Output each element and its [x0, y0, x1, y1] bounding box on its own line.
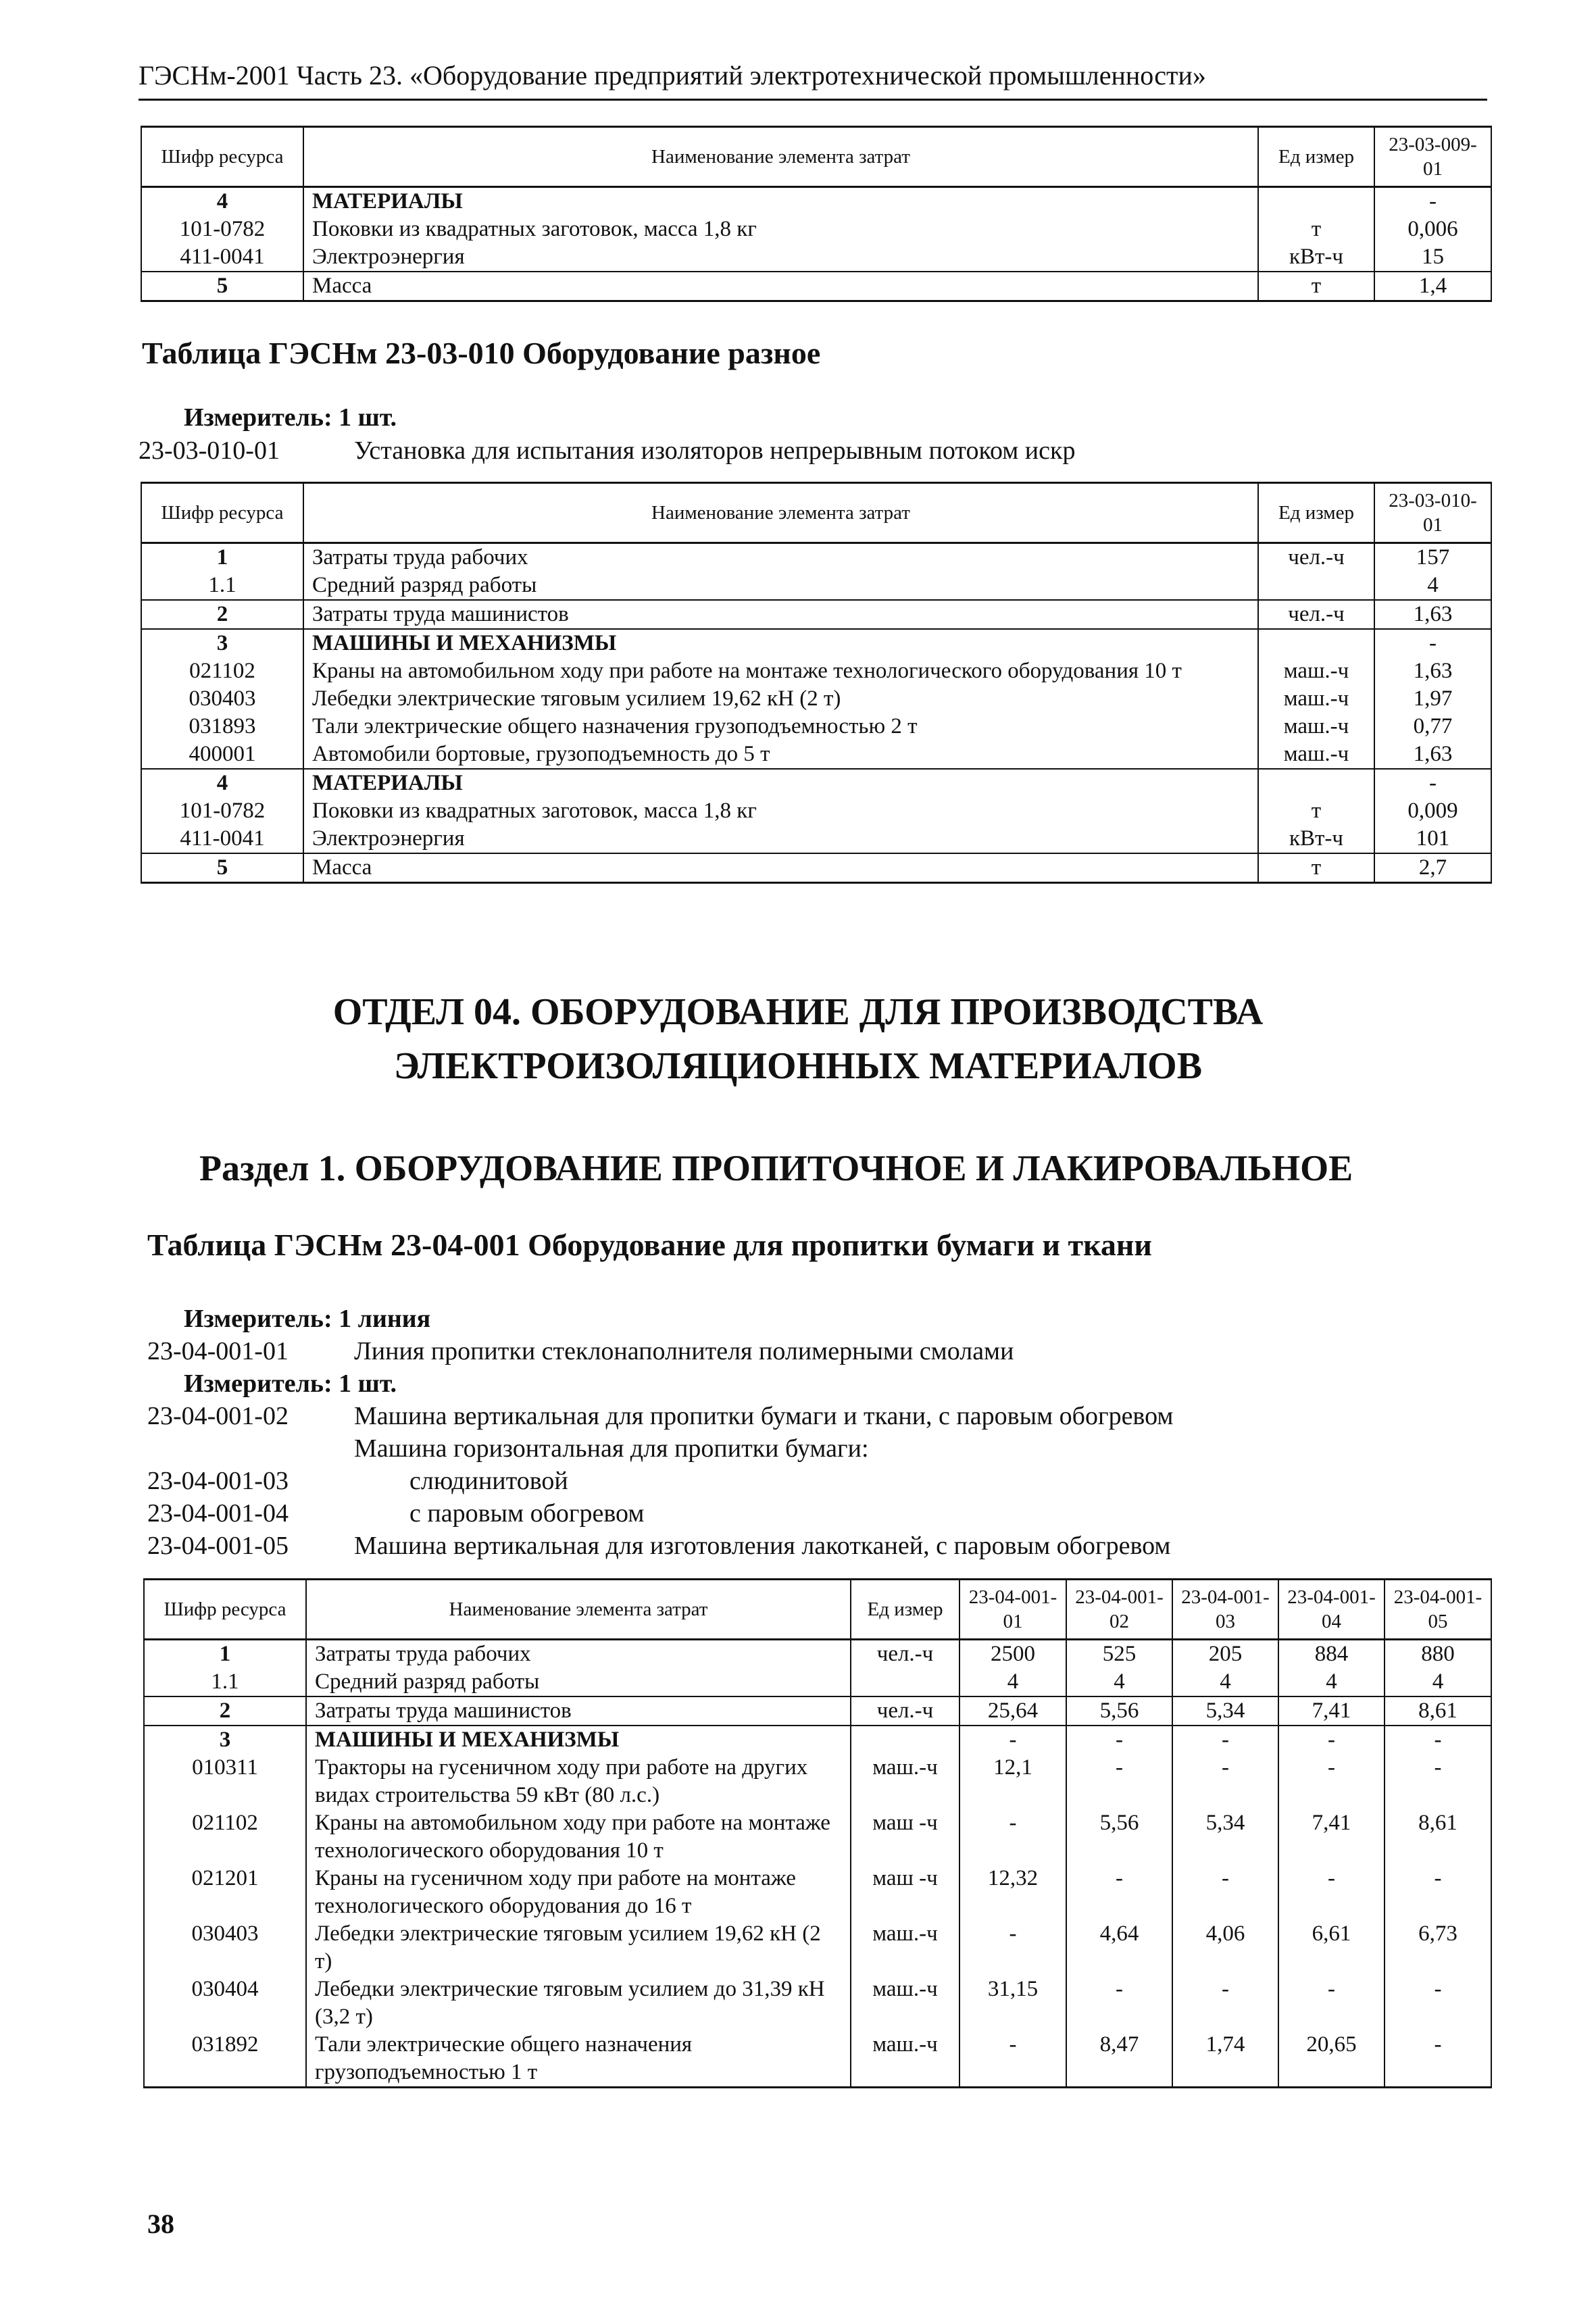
table-row: [141, 572, 1491, 600]
table-23-03-010: [141, 482, 1492, 884]
cell-name: МАШИНЫ И МЕХАНИЗМЫ: [306, 1726, 851, 1754]
cell-code: 5: [141, 272, 303, 301]
cell-name: Лебедки электрические тяговым усилием 19,62 кН (2 т): [303, 685, 1258, 713]
cell-code: 3: [141, 629, 303, 657]
cell-value: -: [1172, 1976, 1278, 2031]
cell-name: Поковки из квадратных заготовок, масса 1,8 кг: [303, 797, 1258, 825]
table-row: [144, 1865, 1491, 1920]
col-name-header: Наименование элемента затрат: [306, 1580, 851, 1640]
cell-code: 411-0041: [141, 243, 303, 272]
cell-unit: [1258, 629, 1374, 657]
cell-name: Затраты труда рабочих: [306, 1640, 851, 1669]
cell-unit: маш.-ч: [851, 1976, 959, 2031]
cell-value: -: [959, 1726, 1066, 1754]
cell-value: -: [1278, 1726, 1385, 1754]
cell-name: Лебедки электрические тяговым усилием 19,62 кН (2 т): [306, 1920, 851, 1976]
table-row: [141, 543, 1491, 572]
cell-code: 101-0782: [141, 216, 303, 243]
cell-value: 4: [1374, 572, 1491, 600]
cell-code: 021102: [141, 657, 303, 685]
cell-value: 25,64: [959, 1696, 1066, 1726]
col-norm-header: 23-03-009-01: [1374, 127, 1491, 187]
cell-code: 101-0782: [141, 797, 303, 825]
table-row: [141, 629, 1491, 657]
cell-unit: чел.-ч: [1258, 600, 1374, 629]
measure-value: 1 шт.: [339, 403, 397, 432]
table-row: [144, 1696, 1491, 1726]
cell-unit: [1258, 187, 1374, 216]
table-row: [144, 1668, 1491, 1696]
razdel-title: Раздел 1. ОБОРУДОВАНИЕ ПРОПИТОЧНОЕ И ЛАКИРОВАЛЬНОЕ: [199, 1148, 1353, 1188]
cell-value: -: [1066, 1865, 1172, 1920]
measure-label: Измеритель:: [184, 1369, 332, 1398]
table-row: [141, 187, 1491, 216]
col-norm-header: 23-04-001-02: [1066, 1580, 1172, 1640]
cell-value: -: [1385, 1754, 1491, 1809]
cell-value: 7,41: [1278, 1809, 1385, 1865]
cell-unit: [851, 1726, 959, 1754]
table-title-23-04-001: Таблица ГЭСНм 23-04-001 Оборудование для пропитки бумаги и ткани: [147, 1228, 1152, 1262]
cell-code: 2: [144, 1696, 306, 1726]
table-row: [141, 797, 1491, 825]
cell-name: Электроэнергия: [303, 825, 1258, 853]
cell-unit: кВт-ч: [1258, 825, 1374, 853]
norm-code: 23-03-010-01: [139, 436, 280, 465]
norm-subheading: Машина горизонтальная для пропитки бумаги:: [354, 1434, 869, 1463]
cell-value: 4,64: [1066, 1920, 1172, 1976]
col-code-header: Шифр ресурса: [141, 127, 303, 187]
section-title-line1: ОТДЕЛ 04. ОБОРУДОВАНИЕ ДЛЯ ПРОИЗВОДСТВА: [332, 991, 1264, 1033]
cell-value: -: [1066, 1754, 1172, 1809]
cell-value: 1,63: [1374, 657, 1491, 685]
table-row: [141, 825, 1491, 853]
cell-code: 2: [141, 600, 303, 629]
cell-code: 021201: [144, 1865, 306, 1920]
norm-code: 23-04-001-04: [147, 1499, 289, 1528]
cell-name: Средний разряд работы: [303, 572, 1258, 600]
table-row: [141, 740, 1491, 769]
col-unit-header: Ед измер: [1258, 483, 1374, 543]
table-row: [144, 1640, 1491, 1669]
cell-name: Краны на автомобильном ходу при работе на монтаже технологического оборудования 10 т: [306, 1809, 851, 1865]
table-row: [141, 600, 1491, 629]
cell-name: Затраты труда машинистов: [306, 1696, 851, 1726]
cell-value: 205: [1172, 1640, 1278, 1669]
table-header-row: [144, 1580, 1491, 1640]
cell-value: 4: [1385, 1668, 1491, 1696]
col-unit-header: Ед измер: [851, 1580, 959, 1640]
cell-unit: т: [1258, 272, 1374, 301]
cell-value: 7,41: [1278, 1696, 1385, 1726]
table-row: [144, 1809, 1491, 1865]
cell-value: -: [1374, 769, 1491, 797]
table-23-04-001: [143, 1578, 1492, 2088]
measure-line: [184, 1304, 430, 1334]
cell-value: 8,47: [1066, 2031, 1172, 2088]
cell-unit: маш.-ч: [1258, 685, 1374, 713]
cell-value: -: [1385, 1976, 1491, 2031]
cell-unit: т: [1258, 853, 1374, 883]
cell-name: Тали электрические общего назначения грузоподъемностью 1 т: [306, 2031, 851, 2088]
cell-unit: чел.-ч: [1258, 543, 1374, 572]
cell-code: 030404: [144, 1976, 306, 2031]
cell-value: 1,63: [1374, 600, 1491, 629]
norm-code: 23-04-001-02: [147, 1402, 289, 1430]
col-norm-header: 23-03-010-01: [1374, 483, 1491, 543]
measure-value: 1 шт.: [339, 1369, 397, 1398]
cell-value: 4,06: [1172, 1920, 1278, 1976]
cell-name: Поковки из квадратных заготовок, масса 1,8 кг: [303, 216, 1258, 243]
cell-code: 031893: [141, 713, 303, 740]
cell-value: 5,56: [1066, 1696, 1172, 1726]
table-header-row: [141, 127, 1491, 187]
table-header-row: [141, 483, 1491, 543]
cell-value: 6,73: [1385, 1920, 1491, 1976]
cell-value: 1,63: [1374, 740, 1491, 769]
table-row: [144, 1726, 1491, 1754]
cell-value: 525: [1066, 1640, 1172, 1669]
table-row: [141, 769, 1491, 797]
table-row: [144, 1976, 1491, 2031]
col-name-header: Наименование элемента затрат: [303, 483, 1258, 543]
table-row: [144, 1754, 1491, 1809]
cell-value: -: [959, 1920, 1066, 1976]
cell-code: 1.1: [144, 1668, 306, 1696]
cell-value: 2,7: [1374, 853, 1491, 883]
cell-name: МАТЕРИАЛЫ: [303, 769, 1258, 797]
cell-value: -: [1385, 2031, 1491, 2088]
cell-unit: чел.-ч: [851, 1696, 959, 1726]
cell-name: Затраты труда машинистов: [303, 600, 1258, 629]
cell-name: Тракторы на гусеничном ходу при работе на других видах строительства 59 кВт (80 л.с.): [306, 1754, 851, 1809]
cell-name: Автомобили бортовые, грузоподъемность до 5 т: [303, 740, 1258, 769]
table-row: [141, 657, 1491, 685]
cell-name: Краны на гусеничном ходу при работе на монтаже технологического оборудования до 16 т: [306, 1865, 851, 1920]
cell-value: -: [1172, 1865, 1278, 1920]
norm-description: Машина вертикальная для пропитки бумаги и ткани, с паровым обогревом: [354, 1402, 1174, 1430]
table-title-23-03-010: Таблица ГЭСНм 23-03-010 Оборудование разное: [142, 336, 821, 370]
cell-unit: маш.-ч: [1258, 713, 1374, 740]
table-row: [141, 713, 1491, 740]
cell-value: 0,006: [1374, 216, 1491, 243]
cell-value: 4: [959, 1668, 1066, 1696]
cell-unit: кВт-ч: [1258, 243, 1374, 272]
cell-name: Затраты труда рабочих: [303, 543, 1258, 572]
cell-code: 1.1: [141, 572, 303, 600]
cell-value: 4: [1172, 1668, 1278, 1696]
norm-description: Машина вертикальная для изготовления лакотканей, с паровым обогревом: [354, 1532, 1171, 1560]
cell-value: 12,1: [959, 1754, 1066, 1809]
cell-value: 0,009: [1374, 797, 1491, 825]
measure-value: 1 линия: [339, 1305, 431, 1333]
cell-value: 5,34: [1172, 1809, 1278, 1865]
cell-unit: маш.-ч: [851, 1920, 959, 1976]
cell-code: 4: [141, 187, 303, 216]
cell-unit: маш -ч: [851, 1809, 959, 1865]
norm-description: с паровым обогревом: [409, 1499, 645, 1528]
cell-value: 880: [1385, 1640, 1491, 1669]
running-header: ГЭСНм-2001 Часть 23. «Оборудование предприятий электротехнической промышленности»: [139, 60, 1206, 91]
cell-value: 1,97: [1374, 685, 1491, 713]
cell-code: 1: [141, 543, 303, 572]
norm-code: 23-04-001-01: [147, 1337, 289, 1365]
cell-value: 157: [1374, 543, 1491, 572]
cell-value: 31,15: [959, 1976, 1066, 2031]
cell-value: -: [1385, 1865, 1491, 1920]
norm-code: 23-04-001-03: [147, 1467, 289, 1495]
cell-value: -: [1278, 1754, 1385, 1809]
cell-value: 884: [1278, 1640, 1385, 1669]
cell-code: 030403: [144, 1920, 306, 1976]
cell-value: 2500: [959, 1640, 1066, 1669]
cell-value: -: [1374, 187, 1491, 216]
col-norm-header: 23-04-001-03: [1172, 1580, 1278, 1640]
cell-name: МАТЕРИАЛЫ: [303, 187, 1258, 216]
cell-value: -: [1278, 1865, 1385, 1920]
cell-value: -: [1066, 1976, 1172, 2031]
norm-description: Линия пропитки стеклонаполнителя полимерными смолами: [354, 1337, 1014, 1365]
col-norm-header: 23-04-001-01: [959, 1580, 1066, 1640]
cell-value: 4: [1278, 1668, 1385, 1696]
cell-unit: чел.-ч: [851, 1640, 959, 1669]
cell-code: 021102: [144, 1809, 306, 1865]
page-number: 38: [147, 2209, 174, 2239]
measure-label: Измеритель:: [184, 403, 332, 432]
cell-name: Масса: [303, 853, 1258, 883]
measure-label: Измеритель:: [184, 1305, 332, 1333]
cell-value: -: [1385, 1726, 1491, 1754]
cell-unit: маш.-ч: [851, 2031, 959, 2088]
norm-description: Установка для испытания изоляторов непрерывным потоком искр: [354, 436, 1076, 465]
table-row: [141, 853, 1491, 883]
norm-description: слюдинитовой: [409, 1467, 568, 1495]
cell-unit: маш.-ч: [1258, 740, 1374, 769]
col-name-header: Наименование элемента затрат: [303, 127, 1258, 187]
cell-name: МАШИНЫ И МЕХАНИЗМЫ: [303, 629, 1258, 657]
cell-value: -: [1374, 629, 1491, 657]
table-row: [141, 216, 1491, 243]
cell-unit: [1258, 572, 1374, 600]
cell-value: -: [1172, 1754, 1278, 1809]
cell-unit: [851, 1668, 959, 1696]
cell-unit: маш -ч: [851, 1865, 959, 1920]
cell-name: Электроэнергия: [303, 243, 1258, 272]
cell-value: -: [1172, 1726, 1278, 1754]
cell-value: -: [1278, 1976, 1385, 2031]
cell-code: 010311: [144, 1754, 306, 1809]
norm-code: 23-04-001-05: [147, 1532, 289, 1560]
table-row: [141, 272, 1491, 301]
cell-code: 4: [141, 769, 303, 797]
cell-value: 6,61: [1278, 1920, 1385, 1976]
cell-code: 3: [144, 1726, 306, 1754]
table-row: [144, 1920, 1491, 1976]
cell-value: 101: [1374, 825, 1491, 853]
section-title-line2: ЭЛЕКТРОИЗОЛЯЦИОННЫХ МАТЕРИАЛОВ: [393, 1045, 1203, 1087]
cell-unit: т: [1258, 797, 1374, 825]
cell-unit: маш.-ч: [1258, 657, 1374, 685]
cell-code: 031892: [144, 2031, 306, 2088]
cell-value: -: [959, 2031, 1066, 2088]
cell-name: Масса: [303, 272, 1258, 301]
table-row: [144, 2031, 1491, 2088]
cell-code: 411-0041: [141, 825, 303, 853]
cell-code: 1: [144, 1640, 306, 1669]
cell-value: 0,77: [1374, 713, 1491, 740]
cell-value: -: [1066, 1726, 1172, 1754]
table-23-03-009: [141, 126, 1492, 302]
cell-value: 8,61: [1385, 1809, 1491, 1865]
measure-line: [184, 1369, 397, 1399]
cell-name: Краны на автомобильном ходу при работе на монтаже технологического оборудования 10 т: [303, 657, 1258, 685]
col-unit-header: Ед измер: [1258, 127, 1374, 187]
table-row: [141, 685, 1491, 713]
cell-value: 8,61: [1385, 1696, 1491, 1726]
cell-value: -: [959, 1809, 1066, 1865]
cell-code: 400001: [141, 740, 303, 769]
cell-value: 20,65: [1278, 2031, 1385, 2088]
cell-name: Тали электрические общего назначения грузоподъемностью 2 т: [303, 713, 1258, 740]
table-row: [141, 243, 1491, 272]
cell-value: 1,74: [1172, 2031, 1278, 2088]
cell-name: Лебедки электрические тяговым усилием до 31,39 кН (3,2 т): [306, 1976, 851, 2031]
col-code-header: Шифр ресурса: [141, 483, 303, 543]
cell-value: 4: [1066, 1668, 1172, 1696]
measure-line: [184, 403, 397, 432]
col-norm-header: 23-04-001-04: [1278, 1580, 1385, 1640]
cell-code: 5: [141, 853, 303, 883]
cell-unit: [1258, 769, 1374, 797]
cell-name: Средний разряд работы: [306, 1668, 851, 1696]
header-rule: [139, 99, 1487, 101]
cell-unit: т: [1258, 216, 1374, 243]
cell-value: 5,56: [1066, 1809, 1172, 1865]
cell-value: 5,34: [1172, 1696, 1278, 1726]
cell-value: 12,32: [959, 1865, 1066, 1920]
cell-code: 030403: [141, 685, 303, 713]
cell-value: 1,4: [1374, 272, 1491, 301]
cell-unit: маш.-ч: [851, 1754, 959, 1809]
col-norm-header: 23-04-001-05: [1385, 1580, 1491, 1640]
col-code-header: Шифр ресурса: [144, 1580, 306, 1640]
cell-value: 15: [1374, 243, 1491, 272]
